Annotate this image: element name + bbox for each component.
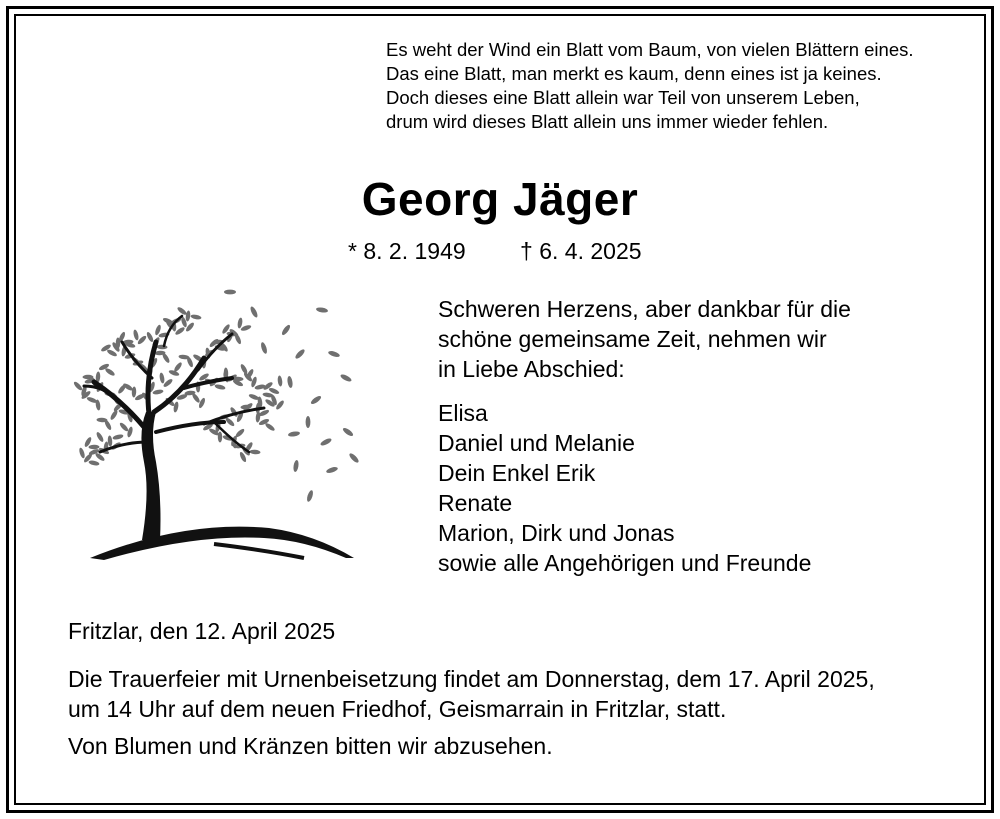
life-dates: [348, 238, 642, 265]
leaf: [173, 401, 179, 413]
falling-leaf: [340, 373, 353, 383]
leaf: [88, 445, 99, 450]
leaf: [73, 380, 84, 391]
mourners-list: [438, 398, 811, 578]
intro-text: [438, 294, 851, 384]
leaf: [78, 447, 86, 459]
leaf: [126, 426, 133, 438]
leaf: [218, 432, 222, 443]
mourner-entry: Marion, Dirk und Jonas: [438, 520, 675, 546]
death-date: † 6. 4. 2025: [520, 238, 642, 264]
poem-line: Das eine Blatt, man merkt es kaum, denn eines ist ja keines.: [386, 63, 882, 84]
falling-leaf: [342, 427, 355, 438]
place-and-date: Fritzlar, den 12. April 2025: [68, 618, 336, 644]
tree-with-falling-leaves-illustration: [64, 282, 374, 572]
leaf: [95, 431, 104, 443]
leaf: [109, 409, 119, 421]
leaf: [88, 460, 100, 467]
leaf: [240, 324, 252, 332]
leaf: [264, 422, 275, 432]
poem-line: Es weht der Wind ein Blatt vom Baum, von vielen Blättern eines.: [386, 39, 914, 60]
leaf: [185, 310, 191, 321]
mourner-entry: Daniel und Melanie: [438, 430, 635, 456]
leaf: [277, 375, 283, 386]
falling-leaf: [326, 466, 339, 474]
mourner-entry: Elisa: [438, 400, 488, 426]
deceased-name: Georg Jäger: [361, 173, 639, 225]
falling-leaf: [310, 395, 323, 406]
leaf: [176, 306, 187, 316]
falling-leaf: [287, 376, 294, 389]
falling-leaf: [293, 460, 300, 473]
falling-leaf: [348, 452, 360, 464]
falling-leaf: [281, 324, 292, 337]
leaf: [146, 331, 155, 343]
mourner-entry: sowie alle Angehörigen und Freunde: [438, 550, 812, 576]
intro-line: in Liebe Abschied:: [438, 356, 625, 382]
ceremony-line: Die Trauerfeier mit Urnenbeisetzung findet am Donnerstag, dem 17. April 2025,: [68, 666, 875, 692]
falling-leaf: [320, 437, 333, 447]
intro-line: schöne gemeinsame Zeit, nehmen wir: [438, 326, 827, 352]
leaf: [191, 392, 201, 403]
leaf: [190, 314, 202, 320]
leaf: [104, 367, 116, 377]
leaf: [159, 372, 165, 384]
leaf: [161, 352, 171, 364]
ceremony-info: [68, 664, 875, 724]
falling-leaf: [224, 290, 236, 295]
poem-line: drum wird dieses Blatt allein uns immer wieder fehlen.: [386, 111, 829, 132]
leaf: [239, 363, 248, 375]
ceremony-line: um 14 Uhr auf dem neuen Friedhof, Geismarrain in Fritzlar, statt.: [68, 696, 727, 722]
leaf: [112, 434, 124, 441]
birth-date: * 8. 2. 1949: [348, 238, 466, 264]
leaf: [237, 317, 243, 329]
falling-leaf: [316, 307, 329, 314]
leaf: [156, 345, 167, 350]
mourner-entry: Renate: [438, 490, 513, 516]
falling-leaf: [306, 416, 311, 428]
leaf: [152, 389, 164, 395]
falling-leaf: [306, 490, 314, 503]
leaf: [214, 384, 226, 391]
falling-leaf: [260, 342, 268, 355]
intro-line: Schweren Herzens, aber dankbar für die: [438, 296, 851, 322]
falling-leaf: [288, 431, 301, 438]
mourner-entry: Dein Enkel Erik: [438, 460, 596, 486]
falling-leaf: [328, 350, 341, 358]
poem-line: Doch dieses eine Blatt allein war Teil von unserem Leben,: [386, 87, 860, 108]
leaf: [173, 361, 183, 372]
leaf: [168, 369, 180, 377]
leaf: [119, 422, 130, 433]
poem: [386, 38, 966, 134]
flowers-request: Von Blumen und Kränzen bitten wir abzusehen.: [68, 733, 553, 759]
falling-leaf: [294, 348, 306, 360]
leaf: [255, 411, 261, 422]
leaf: [133, 329, 140, 341]
leaf: [249, 449, 260, 454]
falling-leaf: [249, 306, 259, 319]
leaf: [224, 417, 235, 428]
